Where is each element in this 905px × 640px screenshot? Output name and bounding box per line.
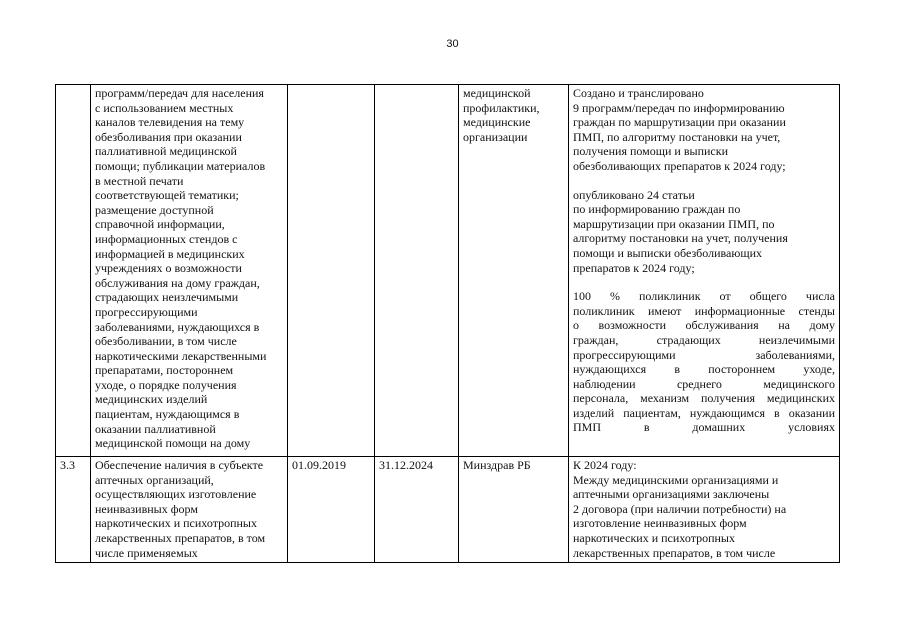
responsible-text: медицинской профилактики, медицинские организации — [463, 86, 540, 144]
start-date-cell — [288, 457, 375, 563]
result-paragraph: Создано и транслировано 9 программ/передач по информированию граждан по маршрутизации при оказании ПМП, по алгоритму постановки на учет, получения помощи и выписки обезболивающих препаратов к 2024 году; — [573, 86, 786, 173]
result-paragraph: К 2024 году: Между медицинскими организациями и аптечными организациями заключены 2 договора (при наличии потребности) на изготовление неинвазивных форм наркотических и психотропных лекарственных препаратов, в том числе — [573, 458, 787, 560]
item-number-cell — [56, 457, 91, 563]
responsible-text: Минздрав РБ — [463, 458, 531, 472]
item-number-cell — [56, 85, 91, 457]
activity-cell — [91, 457, 288, 563]
responsible-cell — [459, 457, 569, 563]
result-paragraph-justified: 100 % поликлиник от общего числа поликлиник имеют информационные стенды о возможности обслуживания на дому граждан, страдающих неизлечимыми прогрессирующими заболеваниями, нуждающихся в постороннем уходе, наблюдении среднего медицинского персонала, механизм получения медицинских изделий пациентам, нуждающимся в оказании ПМП в домашних условиях — [573, 289, 835, 435]
table-row — [56, 457, 840, 563]
activity-text: программ/передач для населения с использованием местных каналов телевидения на тему обезболивания при оказании паллиативной медицинской помощи; публикации материалов в местной печати соответствующей тематики; размещение доступной справочной информации, информационных стендов с информацией в медицинских учреждениях о возможности обслуживания на дому граждан, страдающих неизлечимыми прогрессирующими заболеваниями, нуждающихся в обезболивании, в том числе наркотическими лекарственными препаратами, постороннем уходе, о порядке получения медицинских изделий пациентам, нуждающимся в оказании паллиативной медицинской помощи на дому — [95, 86, 267, 451]
end-date-cell — [375, 85, 459, 457]
result-cell — [569, 457, 840, 563]
end-date: 31.12.2024 — [379, 458, 433, 472]
start-date: 01.09.2019 — [292, 458, 346, 472]
result-paragraph: опубликовано 24 статьи по информированию граждан по маршрутизации при оказании ПМП, по алгоритму постановки на учет, получения помощи и выписки обезболивающих препаратов к 2024 году; — [573, 187, 788, 275]
plan-table — [55, 84, 840, 563]
activity-cell — [91, 85, 288, 457]
end-date-cell — [375, 457, 459, 563]
page-number: 30 — [446, 38, 459, 50]
item-number: 3.3 — [60, 458, 75, 472]
result-cell — [569, 85, 840, 457]
start-date-cell — [288, 85, 375, 457]
responsible-cell — [459, 85, 569, 457]
table-row — [56, 85, 840, 457]
activity-text: Обеспечение наличия в субъекте аптечных организаций, осуществляющих изготовление неинвазивных форм наркотических и психотропных лекарственных препаратов, в том числе применяемых — [95, 458, 266, 560]
